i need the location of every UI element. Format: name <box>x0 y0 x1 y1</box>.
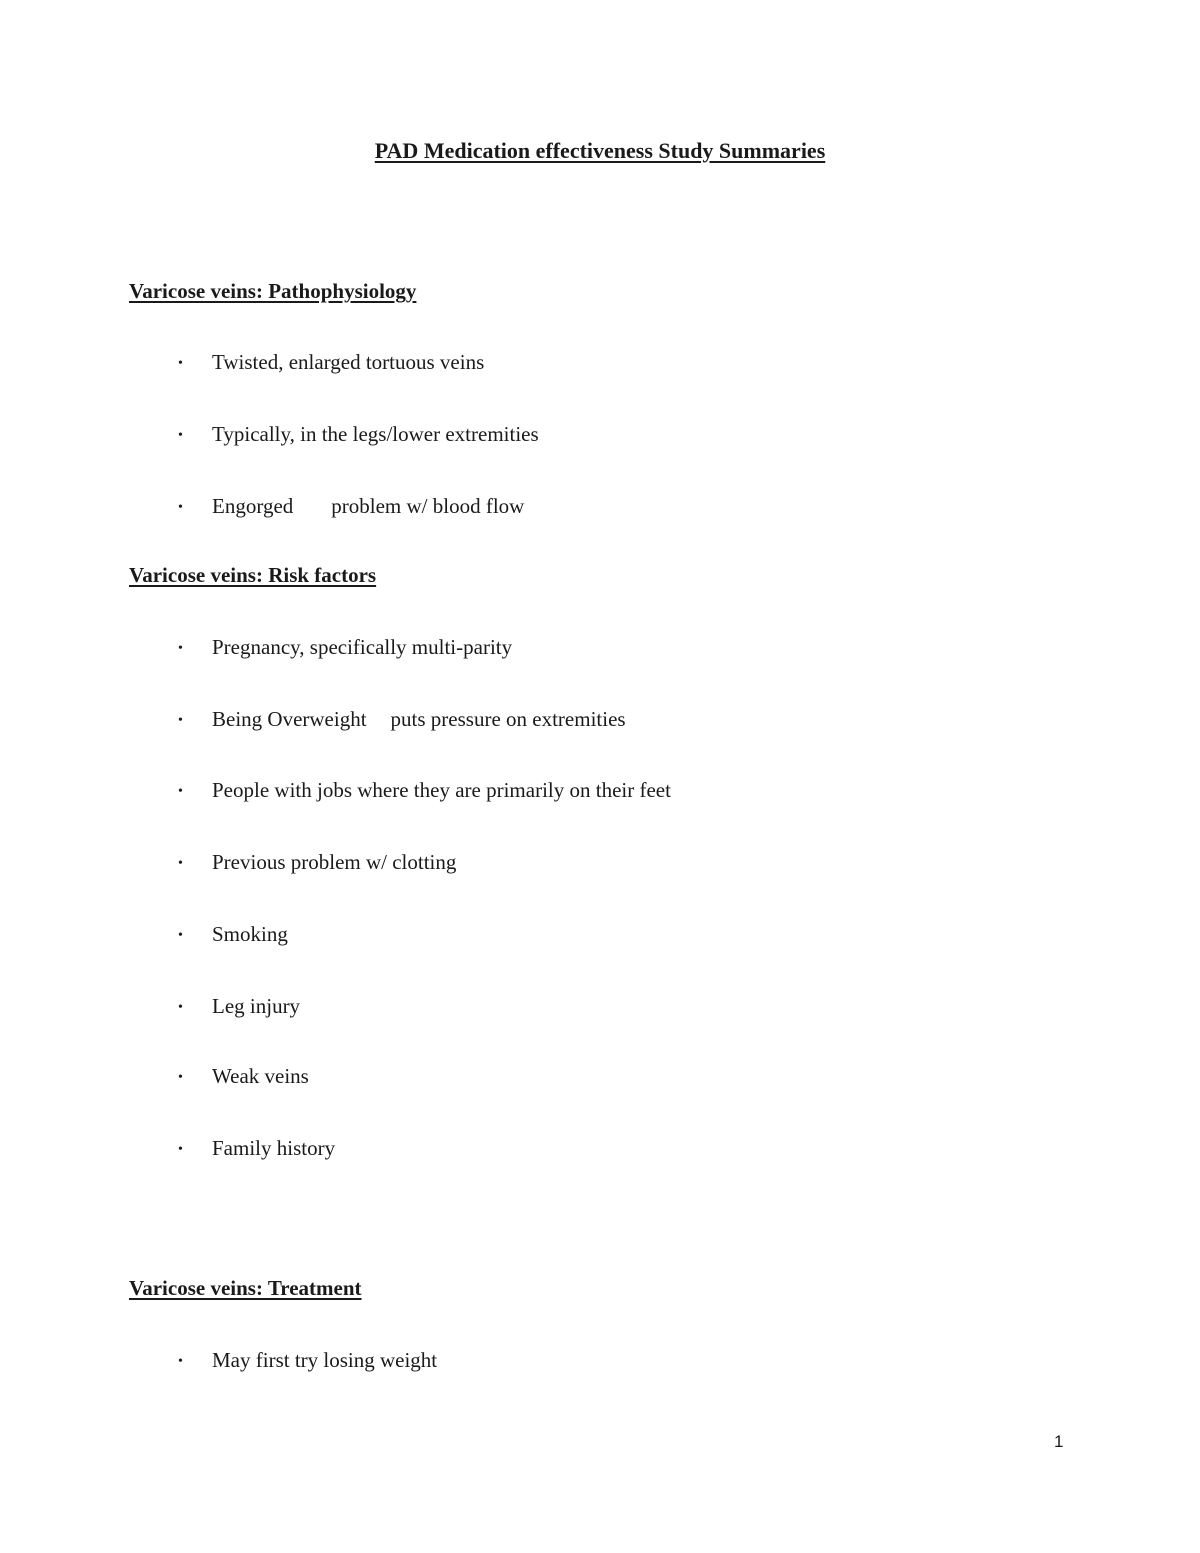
bullet-icon: • <box>178 713 183 728</box>
section-heading-pathophysiology: Varicose veins: Pathophysiology <box>129 279 417 303</box>
bullet-icon: • <box>178 856 183 871</box>
list-item-text: Pregnancy, specifically multi-parity <box>212 635 513 659</box>
list-item-text: Family history <box>212 1136 336 1160</box>
list-item <box>178 1064 309 1089</box>
bullet-icon: • <box>178 428 183 443</box>
list-item <box>178 922 288 947</box>
bullet-icon: • <box>178 356 183 371</box>
bullet-icon: • <box>178 641 183 656</box>
list-item <box>178 1136 335 1161</box>
list-item-text-right: problem w/ blood flow <box>331 494 525 518</box>
list-item <box>178 778 671 803</box>
list-item-text: Weak veins <box>212 1064 309 1088</box>
bullet-icon: • <box>178 1070 183 1085</box>
section-heading-risk-factors: Varicose veins: Risk factors <box>129 563 377 587</box>
bullet-icon: • <box>178 500 183 515</box>
document-title: PAD Medication effectiveness Study Summaries <box>374 138 826 163</box>
list-item <box>178 850 456 875</box>
list-item-text: People with jobs where they are primarily on their feet <box>212 778 671 802</box>
bullet-icon: • <box>178 1000 183 1015</box>
list-item <box>178 422 539 447</box>
list-item <box>178 635 512 660</box>
list-item-text: Previous problem w/ clotting <box>212 850 457 874</box>
list-item <box>178 1348 437 1373</box>
list-item-text-left: Being Overweight <box>212 707 367 731</box>
list-item-text: May first try losing weight <box>212 1348 438 1372</box>
list-item-text: Twisted, enlarged tortuous veins <box>212 350 485 374</box>
list-item-text-right: puts pressure on extremities <box>390 707 626 731</box>
bullet-icon: • <box>178 1354 183 1369</box>
bullet-icon: • <box>178 1142 183 1157</box>
bullet-icon: • <box>178 928 183 943</box>
list-item-text: Smoking <box>212 922 288 946</box>
list-item-text: Typically, in the legs/lower extremities <box>212 422 539 446</box>
list-item <box>178 350 484 375</box>
list-item-text-left: Engorged <box>212 494 294 518</box>
bullet-icon: • <box>178 784 183 799</box>
page-number: 1 <box>1054 1432 1064 1451</box>
list-item <box>178 494 524 519</box>
section-heading-treatment: Varicose veins: Treatment <box>129 1276 362 1300</box>
list-item <box>178 994 300 1019</box>
list-item-text: Leg injury <box>212 994 301 1018</box>
list-item <box>178 707 626 732</box>
